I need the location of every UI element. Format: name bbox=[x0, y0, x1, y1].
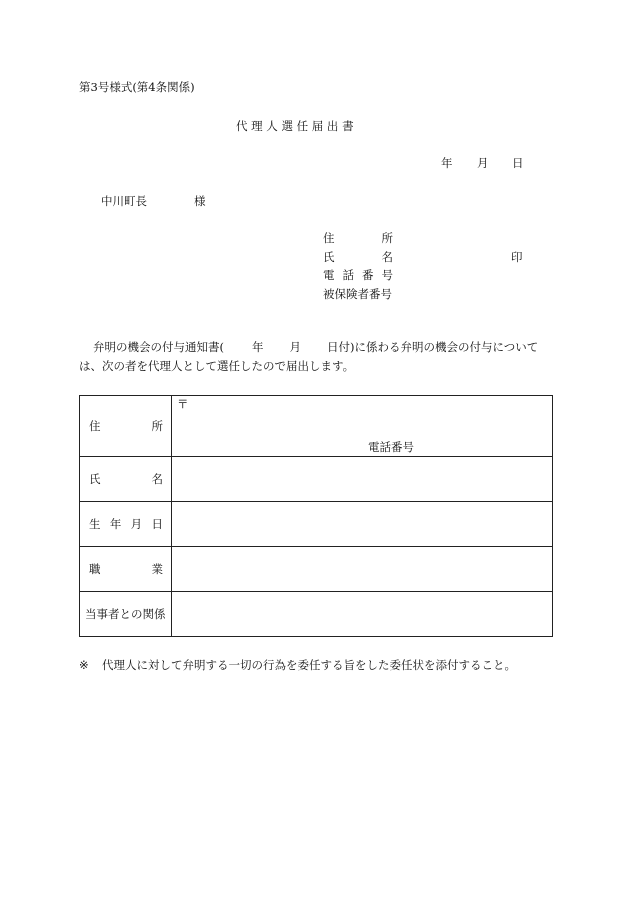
note-text: 代理人に対して弁明する一切の行為を委任する旨をした委任状を添付すること。 bbox=[102, 658, 516, 672]
date-year-label: 年 bbox=[441, 156, 453, 170]
occupation-value-cell[interactable] bbox=[172, 547, 553, 592]
name-label-cell: 氏 名 bbox=[80, 457, 172, 502]
addressee-name: 中川町長 bbox=[101, 194, 147, 208]
table-row-address bbox=[80, 396, 553, 457]
applicant-name-label: 氏 名 bbox=[323, 250, 393, 264]
birthdate-label-cell: 生 年 月 日 bbox=[80, 502, 172, 547]
document-title bbox=[236, 121, 393, 133]
agent-info-table bbox=[79, 395, 553, 637]
date-day-label: 日 bbox=[512, 156, 524, 170]
note-mark: ※ bbox=[79, 658, 89, 672]
phone-number-label: 電話番号 bbox=[368, 440, 414, 454]
applicant-address-label: 住 所 bbox=[323, 231, 393, 245]
body-line-2: は、次の者を代理人として選任したので届出します。 bbox=[79, 359, 355, 373]
address-label-cell: 住 所 bbox=[80, 396, 172, 457]
addressee-honorific: 様 bbox=[194, 194, 206, 208]
body-line-1: 弁明の機会の付与通知書( 年 月 日付)に係わる弁明の機会の付与について bbox=[93, 340, 539, 354]
seal-mark: 印 bbox=[511, 250, 523, 264]
applicant-phone-label: 電 話 番 号 bbox=[323, 268, 393, 282]
applicant-insured-number-label: 被保険者番号 bbox=[323, 287, 392, 301]
relation-value-cell[interactable] bbox=[172, 592, 553, 637]
table-row-name bbox=[80, 457, 553, 502]
occupation-label-cell: 職 業 bbox=[80, 547, 172, 592]
form-number: 第3号様式(第4条関係) bbox=[79, 80, 195, 94]
postal-mark: 〒 bbox=[177, 397, 189, 411]
birthdate-value-cell[interactable] bbox=[172, 502, 553, 547]
address-value-cell[interactable] bbox=[172, 396, 553, 457]
date-month-label: 月 bbox=[477, 156, 489, 170]
table-row-occupation bbox=[80, 547, 553, 592]
title-text: 代 理 人 選 任 届 出 書 bbox=[236, 119, 354, 133]
relation-label-cell: 当事者との関係 bbox=[80, 592, 172, 637]
table-row-relation bbox=[80, 592, 553, 637]
name-value-cell[interactable] bbox=[172, 457, 553, 502]
table-row-birthdate bbox=[80, 502, 553, 547]
